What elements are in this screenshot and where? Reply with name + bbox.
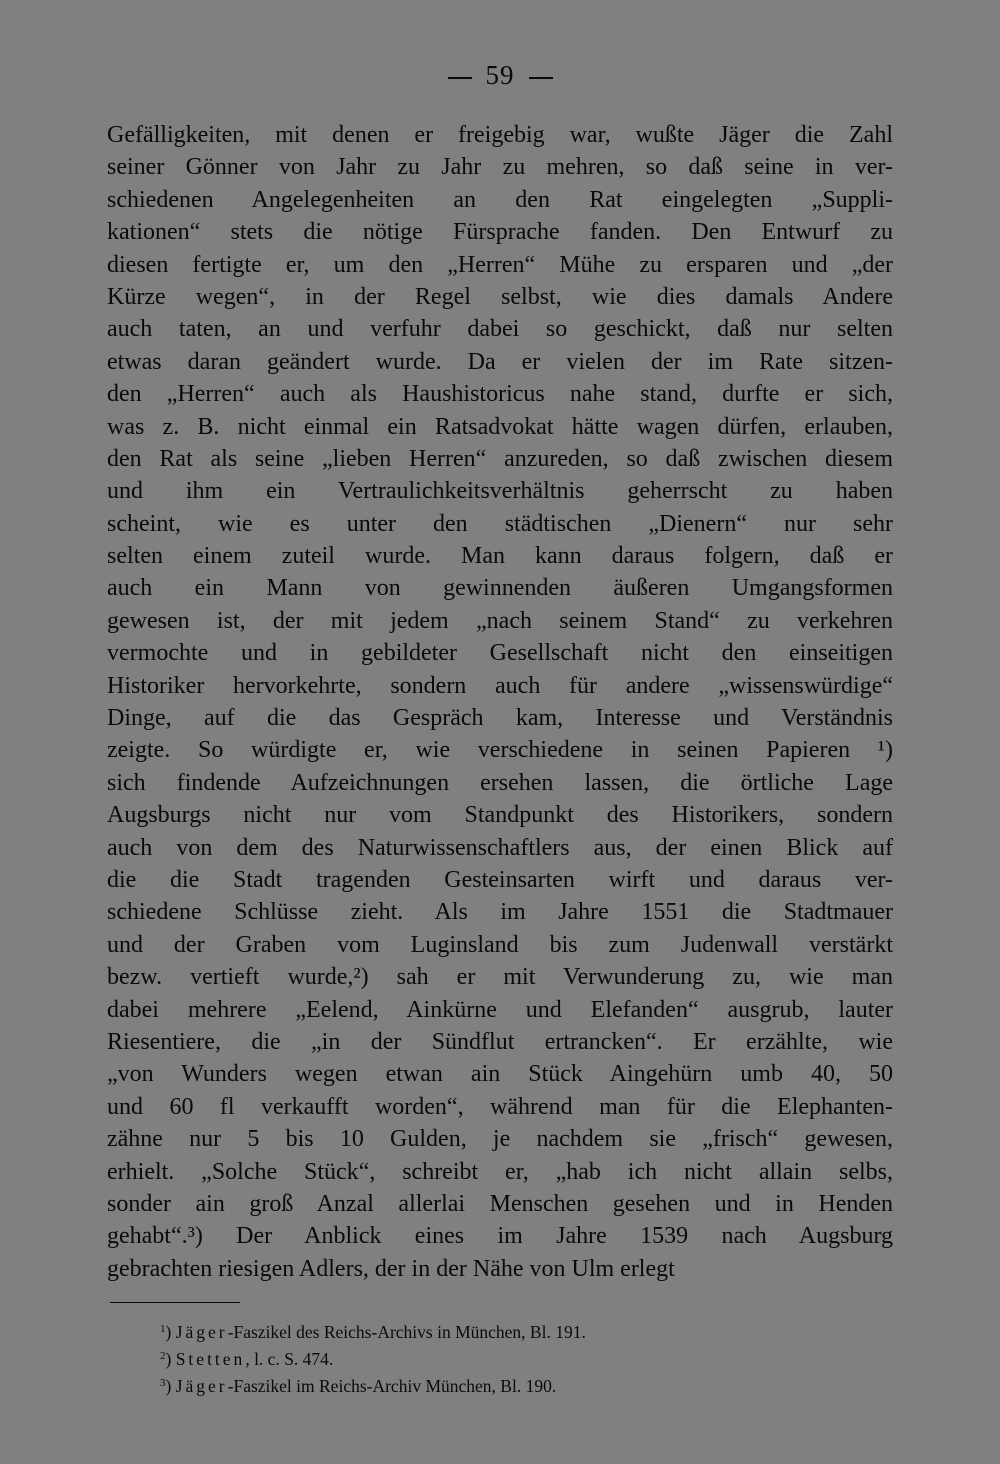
text-line: und der Graben vom Luginsland bis zum Judenwall verstärkt [107, 931, 893, 958]
header-dash-right [529, 77, 553, 79]
text-line: auch von dem des Naturwissenschaftlers aus, der einen Blick auf [107, 834, 893, 861]
text-line: Riesentiere, die „in der Sündflut ertrancken“. Er erzählte, wie [107, 1028, 893, 1055]
text-line: zähne nur 5 bis 10 Gulden, je nachdem sie „frisch“ gewesen, [107, 1126, 893, 1153]
text-line: und ihm ein Vertraulichkeitsverhältnis geherrscht zu haben [107, 478, 893, 505]
text-line: scheint, wie es unter den städtischen „Dienern“ nur sehr [107, 510, 893, 537]
text-line: schiedenen Angelegenheiten an den Rat eingelegten „Suppli- [107, 186, 893, 213]
page-header [0, 60, 1000, 91]
text-line: etwas daran geändert wurde. Da er vielen der im Rate sitzen- [107, 348, 893, 375]
footnote-paren: ) [165, 1376, 176, 1396]
text-line: diesen fertigte er, um den „Herren“ Mühe zu ersparen und „der [107, 251, 893, 278]
text-line: Gefälligkeiten, mit denen er freigebig war, wußte Jäger die Zahl [107, 122, 893, 148]
text-line: seiner Gönner von Jahr zu Jahr zu mehren, so daß seine in ver- [107, 154, 893, 181]
text-line: gebrachten riesigen Adlers, der in der Nähe von Ulm erlegt [107, 1255, 675, 1282]
text-line: dabei mehrere „Eelend, Ainkürne und Elefanden“ ausgrub, lauter [107, 996, 893, 1023]
page-number: 59 [485, 60, 515, 90]
footnote-paren: ) [165, 1349, 176, 1369]
footnote-author: Jäger [175, 1322, 228, 1342]
text-line: „von Wunders wegen etwan ain Stück Aingehürn umb 40, 50 [107, 1061, 893, 1088]
text-line: auch taten, an und verfuhr dabei so geschickt, daß nur selten [107, 316, 893, 343]
footnote-mark: 3 [160, 1377, 166, 1389]
footnote [160, 1343, 860, 1370]
footnote [160, 1370, 860, 1397]
text-line: Historiker hervorkehrte, sondern auch für andere „wissenswürdige“ [107, 672, 893, 699]
footnote-paren: ) [165, 1322, 176, 1342]
footnote-mark: 1 [160, 1323, 166, 1335]
text-line: gehabt“.³) Der Anblick eines im Jahre 1539 nach Augsburg [107, 1223, 893, 1250]
text-line: den Rat als seine „lieben Herren“ anzureden, so daß zwischen diesem [107, 445, 893, 472]
footnote-mark: 2 [160, 1350, 166, 1362]
text-line: was z. B. nicht einmal ein Ratsadvokat hätte wagen dürfen, erlauben, [107, 413, 893, 440]
footnote-text: -Faszikel im Reichs-Archiv München, Bl. 190. [227, 1376, 557, 1396]
footnote-text: -Faszikel des Reichs-Archivs in München, Bl. 191. [227, 1322, 586, 1342]
text-line: vermochte und in gebildeter Gesellschaft nicht den einseitigen [107, 640, 893, 667]
footnote-text: , l. c. S. 474. [245, 1349, 334, 1369]
text-line: selten einem zuteil wurde. Man kann daraus folgern, daß er [107, 543, 893, 570]
text-line: bezw. vertieft wurde,²) sah er mit Verwunderung zu, wie man [107, 964, 893, 991]
text-line: kationen“ stets die nötige Fürsprache fanden. Den Entwurf zu [107, 219, 893, 246]
text-line: auch ein Mann von gewinnenden äußeren Umgangsformen [107, 575, 893, 602]
text-line: gewesen ist, der mit jedem „nach seinem Stand“ zu verkehren [107, 607, 893, 634]
text-line: den „Herren“ auch als Haushistoricus nahe stand, durfte er sich, [107, 381, 893, 408]
text-line: Dinge, auf die das Gespräch kam, Interesse und Verständnis [107, 705, 893, 732]
text-line: schiedene Schlüsse zieht. Als im Jahre 1551 die Stadtmauer [107, 899, 893, 926]
footnote-rule [110, 1302, 240, 1303]
header-dash-left [448, 77, 472, 79]
text-line: und 60 fl verkaufft worden“, während man für die Elephanten- [107, 1093, 893, 1120]
text-line: Kürze wegen“, in der Regel selbst, wie dies damals Andere [107, 283, 893, 310]
footnote-author: Jäger [175, 1376, 228, 1396]
text-line: sich findende Aufzeichnungen ersehen lassen, die örtliche Lage [107, 769, 893, 796]
footnotes [160, 1316, 860, 1397]
text-line: Augsburgs nicht nur vom Standpunkt des Historikers, sondern [107, 802, 893, 829]
text-line: sonder ain groß Anzal allerlai Menschen gesehen und in Henden [107, 1190, 893, 1217]
text-line: zeigte. So würdigte er, wie verschiedene in seinen Papieren ¹) [107, 737, 893, 764]
footnote-author: Stetten [175, 1349, 246, 1369]
footnote [160, 1316, 860, 1343]
body-text [107, 119, 893, 1285]
text-line: erhielt. „Solche Stück“, schreibt er, „hab ich nicht allain selbs, [107, 1158, 893, 1185]
text-line: die die Stadt tragenden Gesteinsarten wirft und daraus ver- [107, 866, 893, 893]
